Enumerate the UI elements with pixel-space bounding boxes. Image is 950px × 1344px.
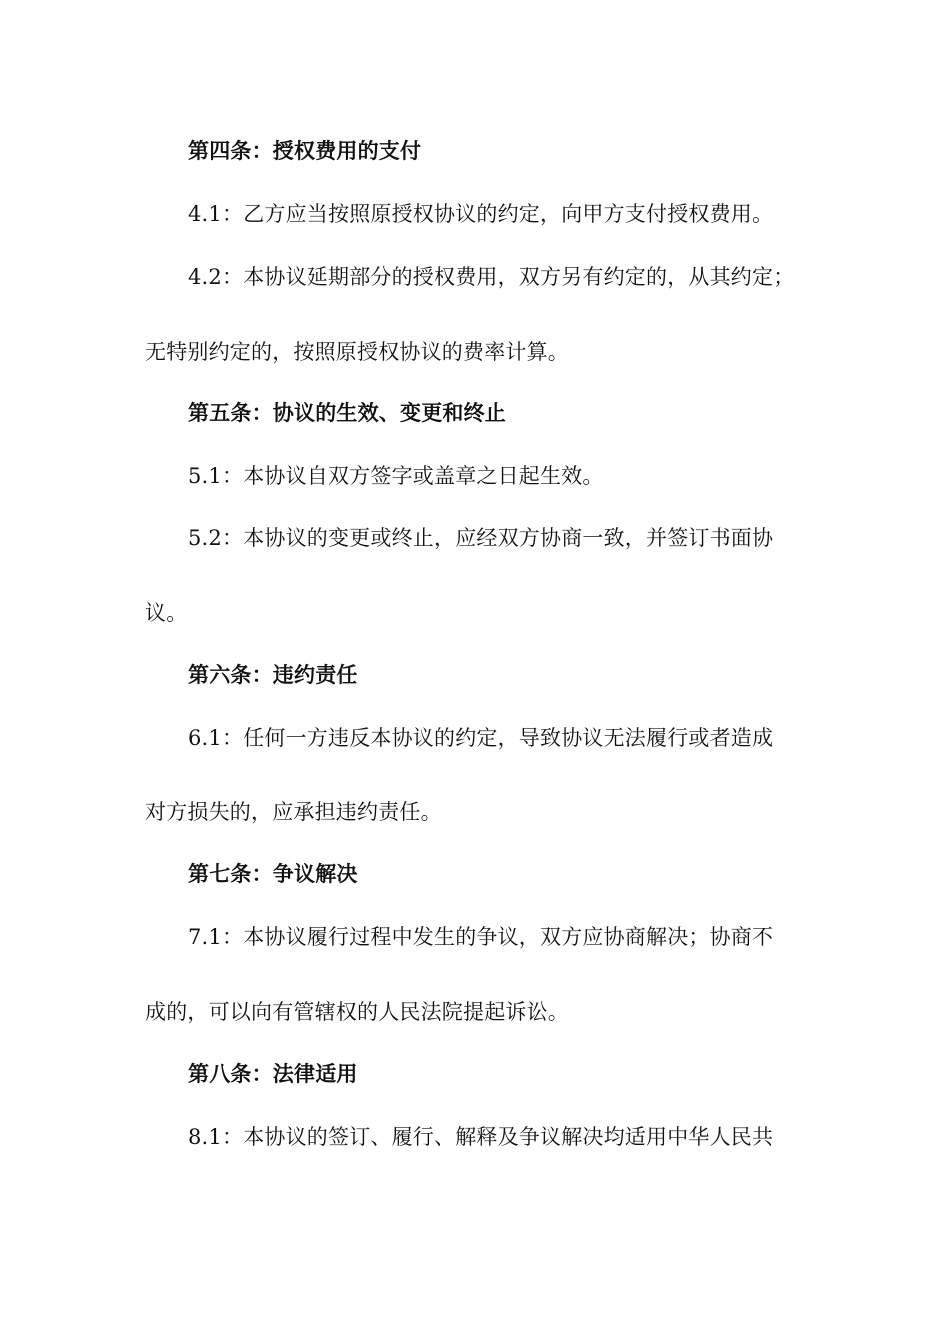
clause-5-1: 5.1：本协议自双方签字或盖章之日起生效。 [188, 464, 604, 488]
clause-4-2-line-1: 4.2：本协议延期部分的授权费用，双方另有约定的，从其约定； [188, 265, 795, 289]
clause-6-1-line-1: 6.1：任何一方违反本协议的约定，导致协议无法履行或者造成 [188, 726, 774, 750]
clause-7-1-line-1: 7.1：本协议履行过程中发生的争议，双方应协商解决；协商不 [188, 925, 774, 949]
article-6-heading: 第六条：违约责任 [188, 663, 358, 687]
clause-6-1-line-2: 对方损失的，应承担违约责任。 [145, 800, 442, 824]
article-7-heading: 第七条：争议解决 [188, 862, 358, 886]
clause-4-1: 4.1：乙方应当按照原授权协议的约定，向甲方支付授权费用。 [188, 202, 774, 226]
article-5-heading: 第五条：协议的生效、变更和终止 [188, 401, 506, 425]
clause-5-2-line-1: 5.2：本协议的变更或终止，应经双方协商一致，并签订书面协 [188, 526, 774, 550]
article-4-heading: 第四条：授权费用的支付 [188, 139, 422, 163]
clause-5-2-line-2: 议。 [145, 601, 188, 625]
clause-8-1-line-1: 8.1：本协议的签订、履行、解释及争议解决均适用中华人民共 [188, 1125, 774, 1149]
article-8-heading: 第八条：法律适用 [188, 1062, 358, 1086]
clause-7-1-line-2: 成的，可以向有管辖权的人民法院提起诉讼。 [145, 1000, 569, 1024]
clause-4-2-line-2: 无特别约定的，按照原授权协议的费率计算。 [145, 340, 569, 364]
